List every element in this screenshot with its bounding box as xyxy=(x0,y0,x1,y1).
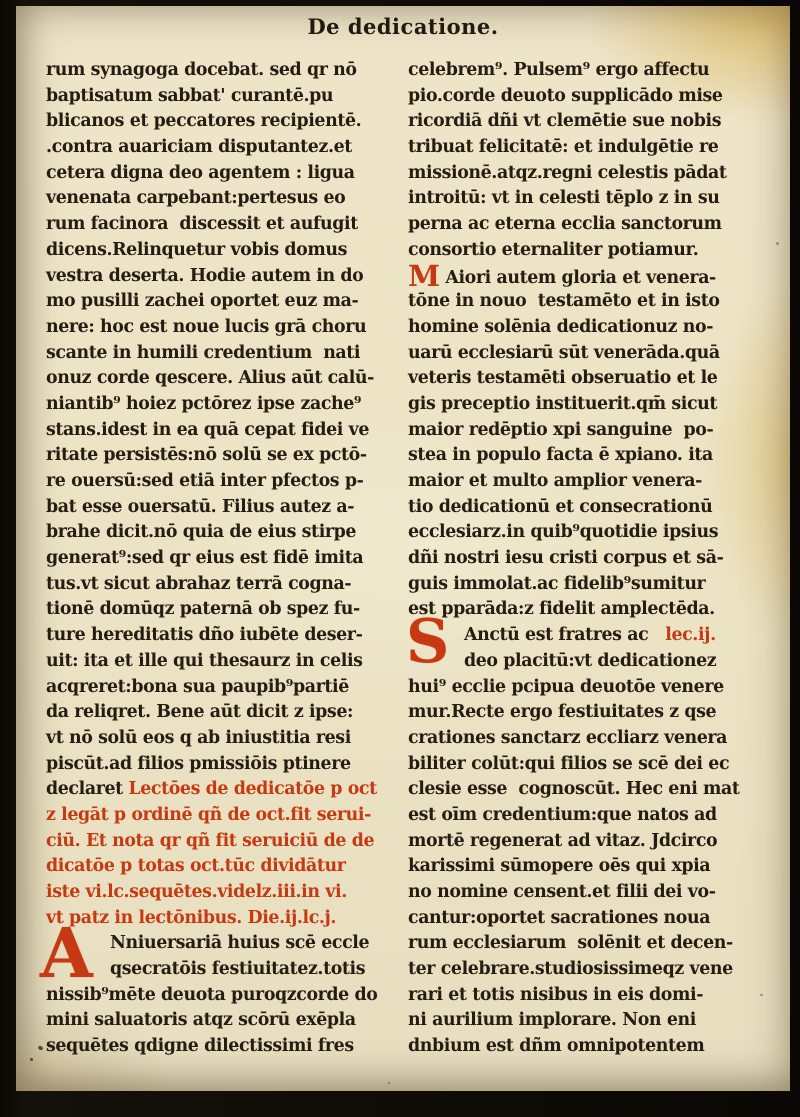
text-line xyxy=(46,58,398,84)
text-line xyxy=(46,880,398,906)
body-text: venenata carpebant:pertesus eo xyxy=(46,188,346,209)
text-line xyxy=(46,392,398,418)
body-text: guis immolat.ac fidelib⁹sumitur xyxy=(408,573,706,594)
body-text: ter celebrare.studiosissimeqz vene xyxy=(408,959,733,980)
rubric-text: dicatōe p totas oct.tūc dividātur xyxy=(46,856,346,877)
body-text: missionē.atqz.regni celestis pādat xyxy=(408,162,727,183)
text-line xyxy=(408,880,772,906)
body-text: nere: hoc est noue lucis grā choru xyxy=(46,316,367,337)
body-text: tio dedicationū et consecrationū xyxy=(408,496,713,517)
drop-cap-initial-S: S xyxy=(406,607,449,677)
body-text: rum synagoga docebat. sed qr nō xyxy=(46,60,357,80)
text-line xyxy=(46,623,398,649)
text-line xyxy=(46,752,398,778)
text-line xyxy=(408,649,772,675)
body-text: ecclesiarz.in quib⁹quotidie ipsius xyxy=(408,522,719,543)
body-text: mo pusilli zachei oportet euz ma- xyxy=(46,291,359,312)
body-text: nissib⁹mēte deuota puroqzcorde do xyxy=(46,984,378,1005)
body-text: .contra auariciam disputantez.et xyxy=(46,137,352,158)
text-line xyxy=(46,212,398,238)
body-text: consortio eternaliter potiamur. xyxy=(408,239,699,260)
body-text: da reliqret. Bene aūt dicit z ipse: xyxy=(46,702,353,723)
text-line xyxy=(46,597,398,623)
text-line xyxy=(46,675,398,701)
text-line xyxy=(46,238,398,264)
text-line xyxy=(46,906,398,932)
body-text: bat esse ouersatū. Filius autez a- xyxy=(46,496,355,517)
text-line xyxy=(46,315,398,341)
text-line xyxy=(408,341,772,367)
body-text: ture hereditatis dño iubēte deser- xyxy=(46,625,363,646)
body-text: cantur:oportet sacrationes noua xyxy=(408,907,711,928)
running-title: De dedicatione. xyxy=(307,14,499,39)
text-line xyxy=(408,161,772,187)
body-text: vt nō solū eos q ab iniustitia resi xyxy=(46,727,351,748)
body-text: stans.idest in ea quā cepat fidei ve xyxy=(46,419,370,440)
body-text: rari et totis nisibus in eis domi- xyxy=(408,984,704,1005)
rubric-text: lec.ij. xyxy=(665,625,716,646)
body-text: sequētes qdigne dilectissimi fres xyxy=(46,1036,354,1057)
text-line xyxy=(46,186,398,212)
text-line xyxy=(408,186,772,212)
body-text: uarū ecclesiarū sūt venerāda.quā xyxy=(408,342,720,363)
rubric-text: ciū. Et nota qr qñ fit seruiciū de de xyxy=(46,830,375,851)
body-text: dnbium est dñm omnipotentem xyxy=(408,1036,705,1057)
body-text: introitū: vt in celesti tēplo z in su xyxy=(408,188,720,209)
rubric-text: iste vi.lc.sequētes.videlz.iii.in vi. xyxy=(46,882,347,902)
text-line xyxy=(408,752,772,778)
text-line xyxy=(408,931,772,957)
body-text: perna ac eterna ecclia sanctorum xyxy=(408,214,722,235)
text-line xyxy=(408,392,772,418)
right-column xyxy=(408,58,772,1060)
text-line xyxy=(408,854,772,880)
body-text: homine solēnia dedicationuz no- xyxy=(408,316,714,337)
body-text: maior et multo amplior venera- xyxy=(408,471,702,491)
text-line xyxy=(408,726,772,752)
text-line xyxy=(408,238,772,264)
left-column xyxy=(40,58,398,1060)
body-text: Nniuersariā huius scē eccle xyxy=(110,933,370,954)
body-text: dñi nostri iesu cristi corpus et sā- xyxy=(408,548,724,569)
text-line xyxy=(408,957,772,983)
manuscript-page xyxy=(16,6,790,1091)
text-line xyxy=(46,495,398,521)
rubric-text: z legāt p ordinē qñ de oct.fit serui- xyxy=(46,804,371,825)
body-text: niantib⁹ hoiez pctōrez ipse zache⁹ xyxy=(46,393,362,414)
text-line xyxy=(46,546,398,572)
body-text: tōne in nouo testamēto et in isto xyxy=(408,291,720,312)
text-line xyxy=(46,1008,398,1034)
body-text: ritate persistēs:nō solū se ex pctō- xyxy=(46,445,367,466)
drop-cap-initial-A: A xyxy=(40,914,93,994)
text-line xyxy=(46,700,398,726)
body-text: onuz corde qescere. Alius aūt calū- xyxy=(46,368,374,389)
body-text: Anctū est fratres ac xyxy=(464,625,666,646)
body-text: mini saluatoris atqz scōrū exēpla xyxy=(46,1010,356,1031)
body-text: blicanos et peccatores recipientē. xyxy=(46,111,362,132)
text-line xyxy=(408,258,772,293)
text-line xyxy=(46,418,398,444)
body-text: deo placitū:vt dedicationez xyxy=(464,650,717,671)
body-text: piscūt.ad filios pmissiōis ptinere xyxy=(46,753,351,774)
text-line xyxy=(46,803,398,829)
body-text: cetera digna deo agentem : ligua xyxy=(46,162,355,183)
text-line xyxy=(46,341,398,367)
text-line xyxy=(408,315,772,341)
text-line xyxy=(408,418,772,444)
body-text: re ouersū:sed etiā inter pfectos p- xyxy=(46,471,364,491)
body-text: crationes sanctarz eccliarz venera xyxy=(408,727,728,748)
text-line xyxy=(408,546,772,572)
text-line xyxy=(46,957,398,983)
body-text: ni aurilium implorare. Non eni xyxy=(408,1010,696,1031)
body-text: biliter colūt:qui filios se scē dei ec xyxy=(408,753,730,774)
body-text: veteris testamēti obseruatio et le xyxy=(408,368,718,389)
body-text: uit: ita et ille qui thesaurz in celis xyxy=(46,650,363,671)
body-text: rum ecclesiarum solēnit et decen- xyxy=(408,933,733,954)
body-text: est oīm credentium:que natos ad xyxy=(408,804,717,825)
ink-speck xyxy=(388,1082,390,1084)
body-text: brahe dicit.nō quia de eius stirpe xyxy=(46,522,357,543)
text-line xyxy=(46,135,398,161)
text-line xyxy=(46,443,398,469)
body-text: acqreret:bona sua paupib⁹partiē xyxy=(46,676,349,697)
text-line xyxy=(46,109,398,135)
text-line xyxy=(408,803,772,829)
text-line xyxy=(46,289,398,315)
text-line xyxy=(408,58,772,84)
text-line xyxy=(408,675,772,701)
text-line xyxy=(408,572,772,598)
text-line xyxy=(46,983,398,1009)
body-text: maior redēptio xpi sanguine po- xyxy=(408,419,714,440)
text-line xyxy=(46,777,398,803)
body-text: baptisatum sabbat' curantē.pu xyxy=(46,85,334,106)
text-line xyxy=(408,1008,772,1034)
text-line xyxy=(408,109,772,135)
body-text: tus.vt sicut abrahaz terrā cogna- xyxy=(46,573,352,594)
text-line xyxy=(408,135,772,161)
body-text: generat⁹:sed qr eius est fidē imita xyxy=(46,548,364,569)
body-text: stea in populo facta ē xpiano. ita xyxy=(408,445,713,466)
body-text: est pparāda:z fidelit amplectēda. xyxy=(408,599,715,620)
text-line xyxy=(46,931,398,957)
body-text: qsecratōis festiuitatez.totis xyxy=(110,959,366,980)
body-text: dicens.Relinquetur vobis domus xyxy=(46,239,347,260)
text-line xyxy=(46,84,398,110)
body-text: pio.corde deuoto supplicādo mise xyxy=(408,85,723,106)
body-text: karissimi sūmopere oēs qui xpia xyxy=(408,856,711,877)
text-line xyxy=(408,469,772,495)
text-line xyxy=(46,572,398,598)
text-line xyxy=(408,700,772,726)
text-line xyxy=(408,443,772,469)
text-line xyxy=(408,597,772,623)
rubric-text: vt patz in lectōnibus. Die.ij.lc.j. xyxy=(46,907,337,928)
text-line xyxy=(46,366,398,392)
body-text: tionē domūqz paternā ob spez fu- xyxy=(46,599,360,620)
body-text: scante in humili credentium nati xyxy=(46,342,361,363)
text-line xyxy=(408,289,772,315)
text-line xyxy=(408,829,772,855)
ink-speck xyxy=(760,994,763,996)
body-text: clesie esse cognoscūt. Hec eni mat xyxy=(408,779,740,800)
text-line xyxy=(408,983,772,1009)
text-line xyxy=(408,520,772,546)
text-line xyxy=(46,469,398,495)
ink-speck xyxy=(30,1058,33,1061)
body-text: declaret xyxy=(46,779,129,800)
text-line xyxy=(408,1034,772,1060)
body-text: gis preceptio instituerit.qm̄ sicut xyxy=(408,393,718,414)
text-line xyxy=(408,212,772,238)
body-text: tribuat felicitatē: et indulgētie re xyxy=(408,137,719,158)
red-initial-M: M xyxy=(408,258,440,293)
body-text: mortē regenerat ad vitaz. Jdcirco xyxy=(408,830,718,851)
ink-speck xyxy=(776,242,779,245)
text-line xyxy=(408,906,772,932)
body-text: Aiori autem gloria et venera- xyxy=(439,267,716,288)
text-line xyxy=(46,829,398,855)
body-text: rum facinora discessit et aufugit xyxy=(46,214,358,235)
text-line xyxy=(408,777,772,803)
text-line xyxy=(46,726,398,752)
text-line xyxy=(46,854,398,880)
text-line xyxy=(46,520,398,546)
ink-speck xyxy=(37,1045,43,1051)
body-text: vestra deserta. Hodie autem in do xyxy=(46,265,364,286)
text-line xyxy=(408,495,772,521)
body-text: hui⁹ ecclie pcipua deuotōe venere xyxy=(408,676,724,697)
text-line xyxy=(408,84,772,110)
body-text: ricordiā dñi vt clemētie sue nobis xyxy=(408,111,722,132)
text-line xyxy=(408,366,772,392)
text-line xyxy=(408,623,772,649)
rubric-text: Lectōes de dedicatōe p oct xyxy=(128,779,377,800)
text-line xyxy=(46,161,398,187)
text-line xyxy=(46,1034,398,1060)
text-line xyxy=(46,649,398,675)
body-text: celebrem⁹. Pulsem⁹ ergo affectu xyxy=(408,60,710,80)
body-text: no nomine censent.et filii dei vo- xyxy=(408,882,716,902)
text-line xyxy=(46,264,398,290)
body-text: mur.Recte ergo festiuitates z qse xyxy=(408,702,717,723)
